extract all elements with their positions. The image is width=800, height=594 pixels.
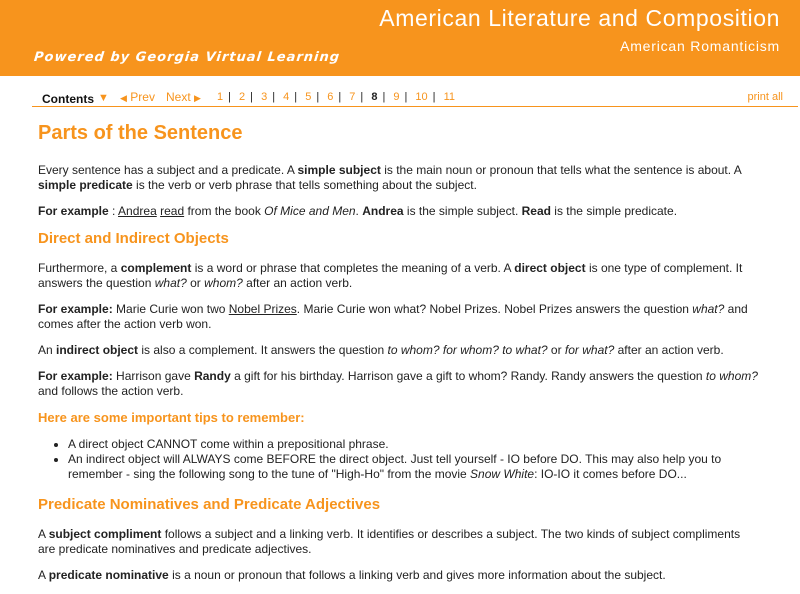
text: is one type of complement. It answers the question: [38, 261, 743, 290]
page-separator: |: [316, 91, 320, 103]
text: and comes after the action verb won.: [38, 302, 748, 331]
text: .: [355, 204, 363, 218]
text: is the verb or verb phrase that tells something about the subject.: [132, 178, 477, 192]
text: follows a subject and a linking verb. It identifies or describes a subject. The two kinds of subject compliments are predicate nominatives and predicate adjectives.: [38, 527, 741, 556]
underlined-word: Andrea: [118, 204, 157, 218]
paragraph-subject-compliment: [38, 527, 758, 557]
text: An indirect object will ALWAYS come BEFORE the direct object. Just tell yourself - IO before DO. This may also help you to remember - sing the following song to the tune of "High-Ho" from the movie: [68, 452, 722, 481]
italic-text: for what?: [564, 343, 615, 357]
page-link-11[interactable]: 11: [443, 91, 456, 103]
text: from the book: [184, 204, 265, 218]
page-separator: |: [432, 91, 436, 103]
page-link-10[interactable]: 10: [415, 91, 428, 103]
page-separator: |: [404, 91, 408, 103]
page-links: [215, 91, 457, 103]
prev-button[interactable]: [120, 90, 155, 104]
bold-word: Andrea: [362, 204, 404, 218]
page-separator: |: [228, 91, 231, 103]
text: Marie Curie won two: [112, 302, 229, 316]
bold-word: Randy: [194, 369, 231, 383]
text: An: [38, 343, 57, 357]
page-link-8-current: 8: [371, 91, 378, 103]
text: : IO-IO it comes before DO...: [534, 467, 687, 481]
text: A: [38, 527, 49, 541]
page-link-1[interactable]: 1: [217, 91, 224, 103]
contents-menu[interactable]: Contents: [42, 92, 94, 106]
text: Harrison gave: [112, 369, 195, 383]
arrow-left-icon: ◀: [120, 93, 127, 103]
page-link-5[interactable]: 5: [305, 91, 312, 103]
text: Every sentence has a subject and a predicate. A: [38, 163, 298, 177]
book-title: Of Mice and Men: [264, 204, 356, 218]
section-heading-predicate: Predicate Nominatives and Predicate Adjectives: [38, 496, 381, 513]
arrow-right-icon: ▶: [194, 93, 201, 103]
underlined-word: read: [160, 204, 185, 218]
text: is the main noun or pronoun that tells what the sentence is about. A: [380, 163, 742, 177]
movie-title: Snow White: [470, 467, 535, 481]
page-navigation: [32, 87, 798, 107]
italic-text: to whom? for whom? to what?: [387, 343, 548, 357]
text: . Marie Curie won what? Nobel Prizes. Nobel Prizes answers the question: [296, 302, 693, 316]
text: is the simple predicate.: [550, 204, 678, 218]
next-button[interactable]: [166, 90, 201, 104]
text: is also a complement. It answers the question: [138, 343, 388, 357]
paragraph-example-1: [38, 204, 758, 219]
tips-heading: Here are some important tips to remember:: [38, 410, 305, 425]
italic-text: to whom?: [705, 369, 758, 383]
bold-word: Read: [521, 204, 551, 218]
course-title: American Literature and Composition: [379, 5, 780, 31]
print-all-link[interactable]: print all: [747, 91, 783, 103]
term-subject-compliment: subject compliment: [48, 527, 162, 541]
italic-text: what?: [692, 302, 725, 316]
chevron-down-icon[interactable]: ▼: [98, 92, 109, 104]
text: or: [186, 276, 205, 290]
text: a gift for his birthday. Harrison gave a gift to whom? Randy. Randy answers the question: [230, 369, 706, 383]
paragraph-intro: [38, 163, 758, 193]
text: is the simple subject.: [403, 204, 522, 218]
term-indirect-object: indirect object: [56, 343, 139, 357]
page-title: Parts of the Sentence: [38, 122, 243, 144]
page-separator: |: [294, 91, 298, 103]
text: is a noun or pronoun that follows a linking verb and gives more information about the subject.: [168, 568, 666, 582]
text: is a word or phrase that completes the meaning of a verb. A: [191, 261, 515, 275]
section-heading-direct-indirect: Direct and Indirect Objects: [38, 230, 229, 247]
italic-text: whom?: [204, 276, 243, 290]
term-predicate-nominative: predicate nominative: [48, 568, 169, 582]
page-link-7[interactable]: 7: [349, 91, 356, 103]
page-separator: |: [272, 91, 276, 103]
text: and follows the action verb.: [38, 384, 184, 398]
text: Furthermore, a: [38, 261, 121, 275]
list-item: • A direct object CANNOT come within a prepositional phrase.: [68, 437, 758, 452]
page-separator: |: [338, 91, 342, 103]
underlined-word: Nobel Prizes: [228, 302, 297, 316]
page-separator: |: [360, 91, 364, 103]
page-link-4[interactable]: 4: [283, 91, 290, 103]
term-direct-object: direct object: [514, 261, 586, 275]
term-simple-subject: simple subject: [297, 163, 381, 177]
page-link-2[interactable]: 2: [239, 91, 246, 103]
next-label: Next: [166, 90, 191, 104]
page-separator: |: [382, 91, 386, 103]
text: or: [547, 343, 565, 357]
example-label: For example: [38, 204, 109, 218]
page-link-3[interactable]: 3: [261, 91, 268, 103]
lesson-content: [38, 122, 758, 594]
example-label: For example:: [38, 369, 113, 383]
page-separator: |: [250, 91, 254, 103]
italic-text: what?: [154, 276, 187, 290]
example-label: For example:: [38, 302, 113, 316]
list-item: [68, 452, 758, 482]
term-simple-predicate: simple predicate: [38, 178, 133, 192]
paragraph-example-3: [38, 369, 758, 399]
powered-by-logo: Powered by Georgia Virtual Learning: [33, 50, 341, 65]
paragraph-complement: [38, 261, 758, 291]
paragraph-indirect-object: [38, 343, 758, 358]
prev-label: Prev: [130, 90, 155, 104]
text: :: [108, 204, 119, 218]
tips-list: [68, 437, 758, 482]
term-complement: complement: [120, 261, 192, 275]
text: A: [38, 568, 49, 582]
page-link-6[interactable]: 6: [327, 91, 334, 103]
unit-title: American Romanticism: [620, 38, 780, 54]
text: after an action verb.: [614, 343, 724, 357]
text: after an action verb.: [242, 276, 353, 290]
page-link-9[interactable]: 9: [393, 91, 400, 103]
paragraph-example-2: [38, 302, 758, 332]
course-banner: [0, 0, 800, 76]
